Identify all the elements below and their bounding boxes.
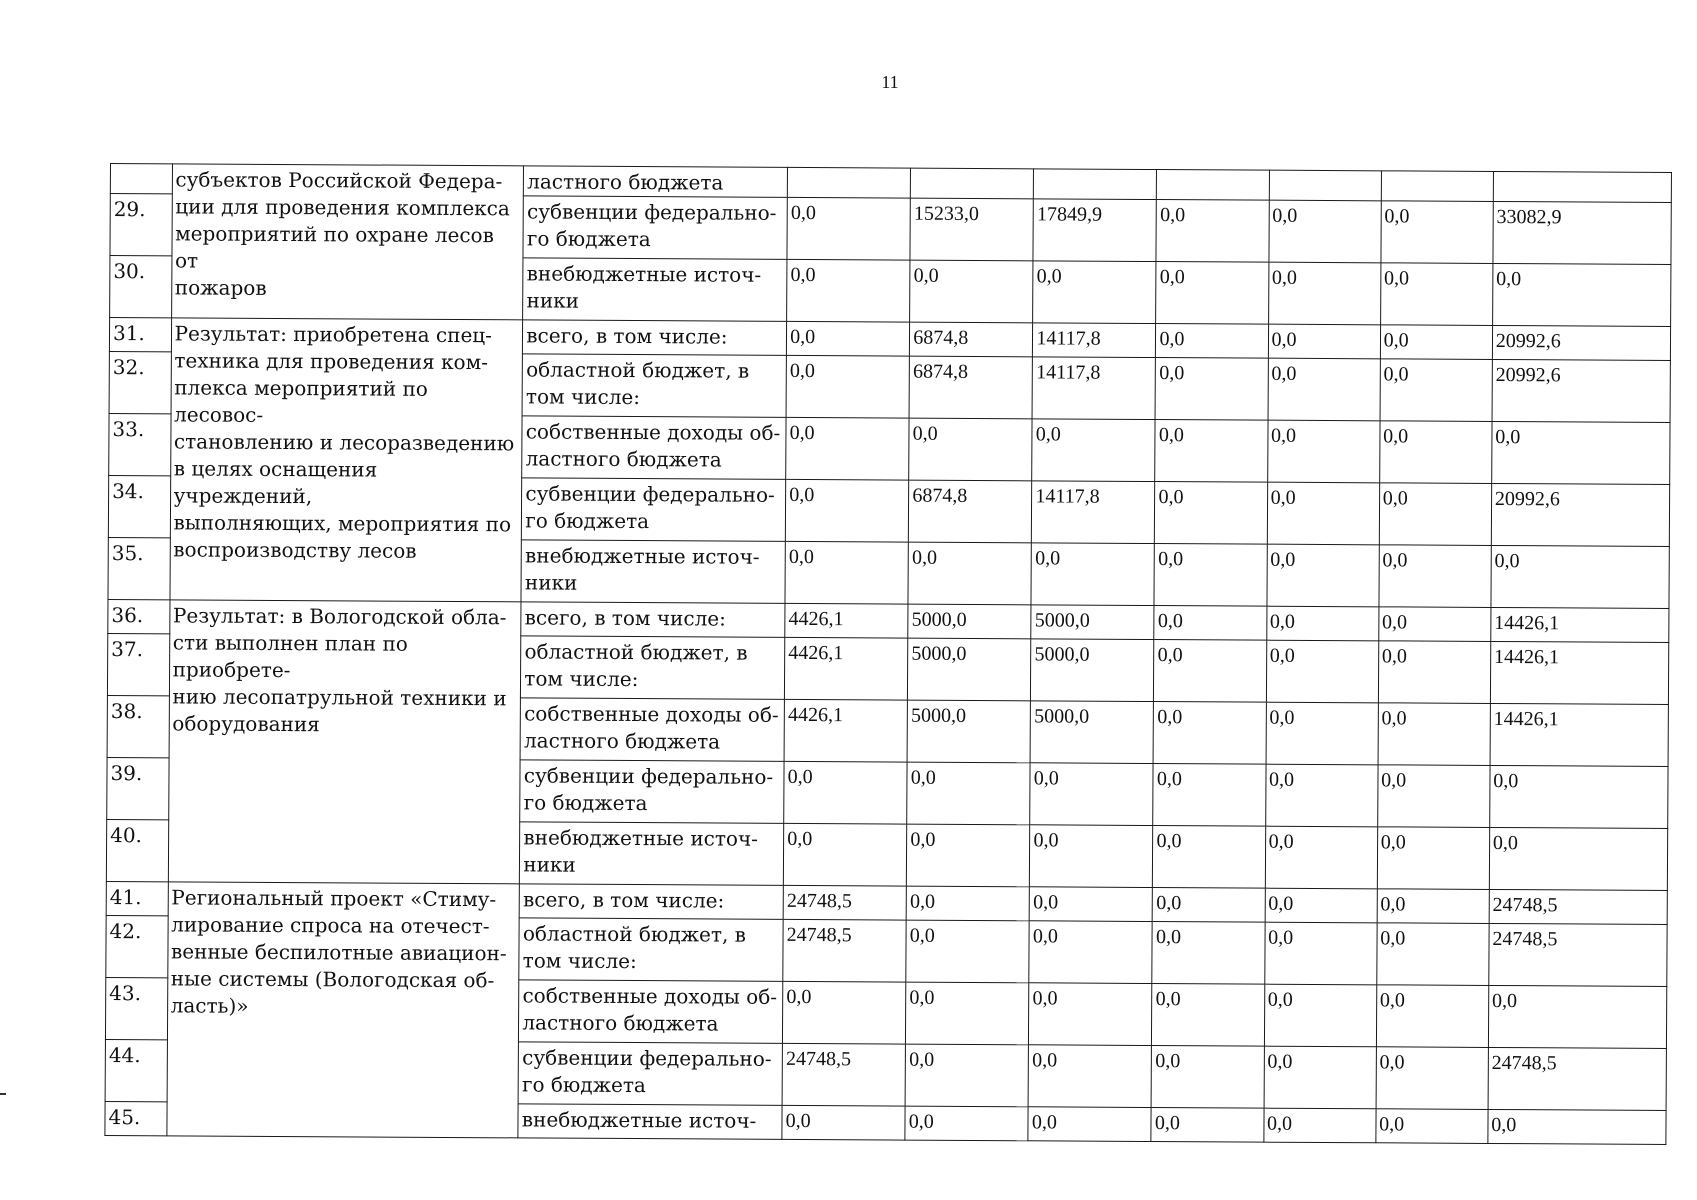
value-cell: 0,0: [1152, 922, 1264, 985]
funding-source-line: ластного бюджета: [523, 728, 721, 754]
value-cell: 0,0: [1029, 983, 1152, 1046]
result-description-line: нию лесопатрульной техники и: [172, 684, 507, 711]
value-cell: 14117,8: [1032, 481, 1155, 544]
value-cell: [1381, 171, 1493, 202]
result-description-line: Результат: в Вологодской обла-: [172, 603, 507, 630]
result-description-line: сти выполнен план по приобрете-: [172, 630, 408, 683]
value-cell: 14426,1: [1491, 607, 1669, 642]
result-description-line: выполняющих, мероприятия по: [173, 510, 512, 537]
funding-source-cell: [521, 540, 785, 604]
funding-source-line: го бюджета: [523, 790, 648, 816]
value-cell: 0,0: [1268, 358, 1380, 421]
value-cell: 0,0: [784, 761, 907, 824]
row-number-cell: 45.: [105, 1101, 167, 1135]
value-cell: 6874,8: [910, 322, 1033, 357]
funding-source-line: ники: [524, 570, 578, 595]
funding-source-line: го бюджета: [521, 1072, 646, 1098]
funding-source-line: областной бюджет, в: [526, 357, 750, 383]
value-cell: 0,0: [1379, 421, 1491, 484]
row-number-cell: 41.: [106, 881, 168, 915]
funding-source-line: субвенции федерально-: [523, 763, 774, 789]
value-cell: 5000,0: [908, 638, 1031, 701]
funding-source-line: областной бюджет, в: [522, 921, 747, 947]
value-cell: 0,0: [1156, 324, 1268, 359]
funding-source-cell: [521, 636, 785, 700]
result-description-line: техника для проведения ком-: [174, 348, 489, 375]
value-cell: 0,0: [1152, 984, 1264, 1047]
value-cell: 0,0: [1491, 545, 1670, 608]
row-number-cell: 40.: [106, 819, 168, 881]
funding-source-line: областной бюджет, в: [524, 639, 748, 665]
funding-source-line: го бюджета: [525, 508, 650, 534]
value-cell: 0,0: [1033, 261, 1156, 324]
funding-source-cell: [522, 354, 786, 418]
value-cell: 0,0: [1378, 703, 1490, 766]
value-cell: 0,0: [1264, 984, 1376, 1047]
value-cell: 0,0: [787, 259, 910, 322]
funding-source-cell: [523, 258, 787, 322]
value-cell: [1034, 169, 1157, 200]
value-cell: 24748,5: [1489, 923, 1668, 986]
value-cell: 0,0: [906, 886, 1029, 921]
value-cell: 6874,8: [909, 480, 1032, 543]
value-cell: 14117,8: [1032, 357, 1155, 420]
value-cell: 0,0: [1153, 764, 1265, 827]
value-cell: 0,0: [1488, 1109, 1666, 1144]
value-cell: 0,0: [1378, 607, 1490, 642]
value-cell: 0,0: [1378, 641, 1490, 704]
result-description-line: мероприятий по охране лесов от: [174, 221, 494, 273]
funding-source-line: ластного бюджета: [522, 1010, 719, 1036]
funding-source-line: ластного бюджета: [525, 446, 722, 472]
value-cell: 0,0: [1029, 921, 1152, 984]
value-cell: 5000,0: [1031, 605, 1154, 640]
result-description-line: в целях оснащения учреждений,: [173, 456, 378, 509]
result-description-line: воспроизводству лесов: [173, 537, 417, 563]
funding-source-cell: [522, 416, 786, 480]
funding-source-cell: [523, 320, 787, 356]
value-cell: 5000,0: [907, 700, 1030, 763]
funding-source-cell: [523, 196, 787, 260]
result-description-line: ные системы (Вологодская об-: [170, 966, 495, 993]
value-cell: 0,0: [1377, 765, 1489, 828]
value-cell: 0,0: [1265, 888, 1377, 923]
result-description-cell: [170, 318, 523, 602]
row-number-cell: 44.: [105, 1039, 167, 1101]
value-cell: 0,0: [1155, 482, 1267, 545]
value-cell: 0,0: [786, 355, 909, 418]
row-number-cell: 34.: [108, 475, 170, 537]
value-cell: 24748,5: [1489, 889, 1667, 924]
value-cell: 0,0: [1267, 420, 1379, 483]
value-cell: 14426,1: [1490, 641, 1669, 704]
value-cell: 4426,1: [785, 603, 908, 638]
row-number-cell: 29.: [110, 194, 172, 256]
value-cell: 14117,8: [1033, 323, 1156, 358]
row-number-cell: 38.: [107, 695, 169, 757]
value-cell: 24748,5: [1488, 1047, 1667, 1110]
value-cell: 0,0: [782, 1105, 905, 1140]
result-description-line: пожаров: [174, 275, 267, 300]
value-cell: 0,0: [1377, 923, 1489, 986]
value-cell: 0,0: [1379, 483, 1491, 546]
result-description-line: Результат: приобретена спец-: [174, 321, 493, 348]
value-cell: 0,0: [783, 981, 906, 1044]
funding-source-cell: [519, 980, 783, 1044]
value-cell: 0,0: [1488, 985, 1667, 1048]
value-cell: 0,0: [1377, 889, 1489, 924]
funding-source-line: том числе:: [524, 666, 639, 692]
row-number-cell: 42.: [106, 915, 168, 977]
result-description-cell: [168, 600, 521, 884]
value-cell: 0,0: [1265, 826, 1377, 889]
value-cell: 0,0: [1265, 764, 1377, 827]
value-cell: 0,0: [1490, 765, 1669, 828]
row-number-cell: 33.: [109, 413, 171, 475]
value-cell: 5000,0: [1030, 701, 1153, 764]
funding-source-cell: [518, 1042, 782, 1106]
value-cell: 0,0: [787, 321, 910, 356]
budget-table: [104, 163, 1672, 1145]
value-cell: 0,0: [1492, 263, 1671, 326]
value-cell: 0,0: [1156, 262, 1268, 325]
funding-source-line: ники: [526, 288, 580, 313]
value-cell: 0,0: [1154, 702, 1266, 765]
value-cell: 0,0: [1376, 1047, 1488, 1110]
row-number-cell: 30.: [110, 256, 172, 318]
value-cell: [1157, 170, 1269, 201]
result-description-line: субъектов Российской Федера-: [175, 167, 503, 194]
value-cell: 0,0: [905, 1106, 1028, 1141]
value-cell: 0,0: [1267, 544, 1379, 607]
value-cell: 0,0: [1032, 419, 1155, 482]
value-cell: 0,0: [1156, 200, 1268, 263]
value-cell: 0,0: [787, 197, 910, 260]
value-cell: 0,0: [906, 982, 1029, 1045]
funding-source-cell: [521, 602, 785, 638]
funding-source-cell: [519, 884, 783, 920]
funding-source-cell: [520, 822, 784, 886]
value-cell: 0,0: [1492, 421, 1671, 484]
value-cell: 0,0: [1263, 1108, 1375, 1143]
value-cell: 6874,8: [909, 356, 1032, 419]
value-cell: 0,0: [1030, 887, 1153, 922]
funding-source-line: внебюджетные источ-: [524, 543, 760, 569]
value-cell: 0,0: [1376, 1109, 1488, 1144]
value-cell: 0,0: [1266, 606, 1378, 641]
result-description-line: лирование спроса на отечест-: [171, 912, 490, 939]
funding-source-line: го бюджета: [526, 226, 651, 252]
funding-source-line: собственные доходы об-: [522, 983, 778, 1009]
value-cell: 0,0: [907, 762, 1030, 825]
value-cell: 5000,0: [1031, 639, 1154, 702]
funding-source-line: внебюджетные источ-: [523, 825, 759, 851]
result-description-cell: [166, 882, 519, 1138]
table-row-continuation: [110, 164, 1671, 203]
budget-table-body: [105, 164, 1672, 1145]
funding-source-line: внебюджетные источ-: [526, 261, 762, 287]
value-cell: 0,0: [785, 541, 908, 604]
value-cell: 0,0: [1154, 544, 1266, 607]
result-description-line: Региональный проект «Стиму-: [171, 885, 497, 912]
row-number-cell: 31.: [109, 318, 171, 352]
value-cell: 33082,9: [1493, 201, 1672, 264]
value-cell: 14426,1: [1490, 703, 1669, 766]
funding-source-cell: [519, 918, 783, 982]
result-description-line: становлению и лесоразведению: [173, 429, 515, 456]
value-cell: 0,0: [909, 418, 1032, 481]
funding-source-cell: [520, 760, 784, 824]
value-cell: 4426,1: [785, 637, 908, 700]
value-cell: [1269, 170, 1381, 201]
result-description-line: ласть)»: [170, 993, 249, 1018]
value-cell: 0,0: [1489, 827, 1668, 890]
value-cell: 0,0: [906, 920, 1029, 983]
value-cell: 0,0: [1152, 1046, 1264, 1109]
value-cell: 0,0: [1153, 888, 1265, 923]
funding-source-line: всего, в том числе:: [524, 605, 726, 631]
funding-source-line: субвенции федерально-: [522, 1045, 772, 1071]
value-cell: 0,0: [1030, 825, 1153, 888]
value-cell: 0,0: [1155, 420, 1267, 483]
page-number: 11: [881, 72, 899, 92]
value-cell: 20992,6: [1492, 359, 1671, 422]
value-cell: 0,0: [1268, 262, 1380, 325]
value-cell: 0,0: [1031, 543, 1154, 606]
margin-mark: [0, 1093, 6, 1095]
funding-source-line: том числе:: [525, 384, 641, 410]
value-cell: 24748,5: [782, 1043, 905, 1106]
value-cell: 0,0: [1266, 640, 1378, 703]
value-cell: 20992,6: [1492, 325, 1670, 360]
value-cell: 0,0: [1028, 1045, 1151, 1108]
value-cell: 0,0: [1381, 201, 1493, 264]
value-cell: [787, 167, 910, 198]
row-number-cell: 36.: [108, 599, 170, 633]
value-cell: 0,0: [1264, 1046, 1376, 1109]
row-number-cell: 37.: [107, 633, 169, 695]
value-cell: [911, 168, 1034, 199]
value-cell: 0,0: [1376, 985, 1488, 1048]
value-cell: 0,0: [1264, 922, 1376, 985]
value-cell: 0,0: [785, 479, 908, 542]
value-cell: 0,0: [1030, 763, 1153, 826]
value-cell: 0,0: [786, 417, 909, 480]
funding-source-line: внебюджетные источ-: [521, 1107, 757, 1133]
row-number-cell: [110, 164, 172, 194]
value-cell: 0,0: [1267, 482, 1379, 545]
result-description-line: оборудования: [172, 711, 320, 737]
funding-source-cell: [520, 698, 784, 762]
value-cell: 5000,0: [908, 604, 1031, 639]
result-description-line: ции для проведения комплекса: [175, 194, 510, 221]
value-cell: 0,0: [1153, 826, 1265, 889]
funding-source-cell: [518, 1104, 782, 1140]
value-cell: 0,0: [1156, 358, 1268, 421]
value-cell: 0,0: [1028, 1107, 1151, 1142]
value-cell: [1493, 171, 1671, 202]
funding-source-line: собственные доходы об-: [524, 701, 779, 727]
row-number-cell: 39.: [107, 757, 169, 819]
value-cell: 0,0: [783, 823, 906, 886]
value-cell: 0,0: [908, 542, 1031, 605]
funding-source-line: том числе:: [522, 948, 637, 974]
value-cell: 15233,0: [910, 198, 1033, 261]
value-cell: 0,0: [1269, 200, 1381, 263]
value-cell: 0,0: [1154, 606, 1266, 641]
value-cell: 0,0: [905, 1044, 1028, 1107]
row-number-cell: 35.: [108, 537, 170, 599]
funding-source-line: всего, в том числе:: [523, 887, 725, 913]
row-number-cell: 43.: [105, 977, 167, 1039]
value-cell: 0,0: [1377, 827, 1489, 890]
value-cell: 17849,9: [1033, 199, 1156, 262]
value-cell: 24748,5: [783, 919, 906, 982]
value-cell: 0,0: [1151, 1108, 1263, 1143]
result-description-cell: [171, 164, 524, 320]
funding-source-line: всего, в том числе:: [526, 323, 728, 349]
value-cell: 0,0: [1380, 325, 1492, 360]
value-cell: 0,0: [1380, 359, 1492, 422]
value-cell: 0,0: [907, 824, 1030, 887]
value-cell: 24748,5: [783, 885, 906, 920]
funding-source-cell: [522, 478, 786, 542]
funding-source-line: субвенции федерально-: [525, 481, 775, 507]
value-cell: 0,0: [1379, 545, 1491, 608]
row-number-cell: 32.: [109, 351, 171, 413]
value-cell: 0,0: [1266, 702, 1378, 765]
value-cell: 0,0: [1268, 324, 1380, 359]
value-cell: 0,0: [910, 260, 1033, 323]
funding-source-line: ники: [523, 852, 576, 877]
value-cell: 4426,1: [784, 699, 907, 762]
funding-source-cell: ластного бюджета: [524, 166, 788, 198]
result-description-line: плекса мероприятий по лесовос-: [174, 375, 428, 427]
funding-source-line: субвенции федерально-: [526, 199, 777, 225]
funding-source-line: собственные доходы об-: [525, 419, 781, 445]
value-cell: 0,0: [1380, 263, 1492, 326]
result-description-line: венные беспилотные авиацион-: [170, 939, 507, 966]
value-cell: 0,0: [1154, 640, 1266, 703]
value-cell: 20992,6: [1491, 483, 1670, 546]
